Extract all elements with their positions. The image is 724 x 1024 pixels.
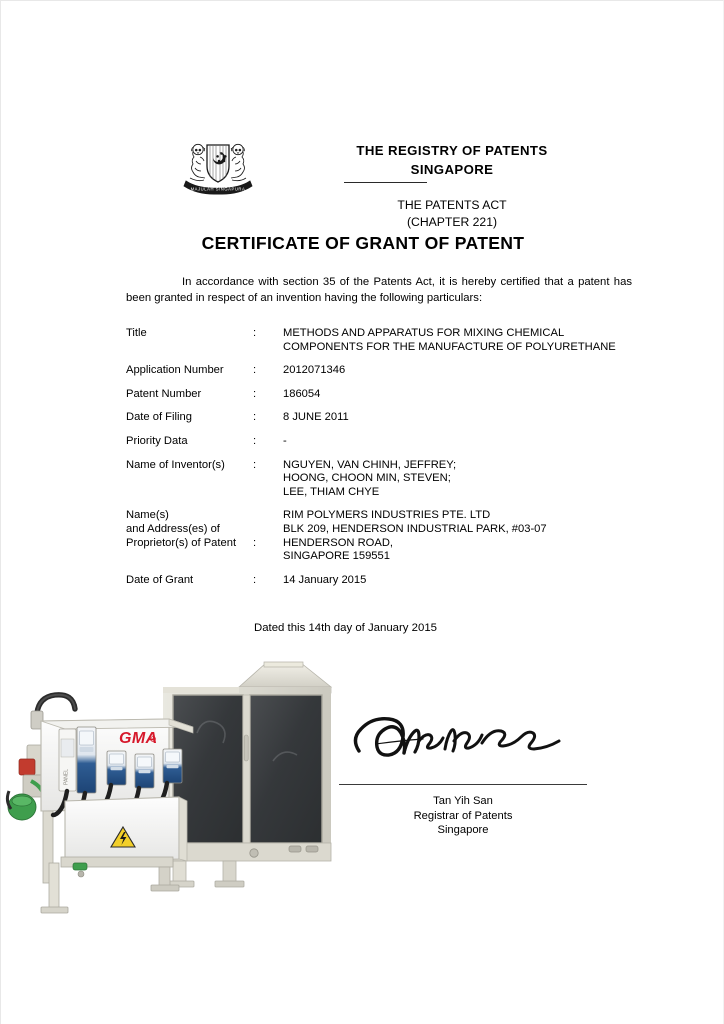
particulars-row-colon: : (253, 536, 257, 549)
registry-title-line1: THE REGISTRY OF PATENTS (356, 143, 548, 158)
intro-text: In accordance with section 35 of the Patents Act, it is hereby certified that a patent has been granted in respect of an invention having the following particulars: (126, 276, 632, 304)
particulars-row-value: RIM POLYMERS INDUSTRIES PTE. LTD BLK 209, HENDERSON INDUSTRIAL PARK, #03-07 HENDERSON ROAD, SINGAPORE 159551 (283, 509, 547, 563)
signature-area (339, 707, 589, 777)
svg-text:PANEL: PANEL (63, 768, 70, 786)
particulars-row-value: 14 January 2015 (283, 573, 367, 586)
particulars-row (126, 435, 646, 449)
particulars-row (126, 411, 646, 425)
particulars-row-value: 2012071346 (283, 364, 346, 377)
header-divider (344, 182, 427, 183)
particulars-row-value: 8 JUNE 2011 (283, 411, 349, 424)
particulars-row-label: Name(s) and Address(es) of Proprietor(s) of Patent (126, 509, 237, 549)
dated-statement: Dated this 14th day of January 2015 (254, 622, 438, 634)
particulars-row-label: Title (126, 327, 147, 339)
registrar-country: Singapore (437, 824, 489, 837)
particulars-row-value: NGUYEN, VAN CHINH, JEFFREY; HOONG, CHOON MIN, STEVEN; LEE, THIAM CHYE (283, 458, 457, 498)
machine-photo (1, 641, 337, 926)
particulars-row-value: METHODS AND APPARATUS FOR MIXING CHEMICAL COMPONENTS FOR THE MANUFACTURE OF POLYURETHANE (283, 327, 616, 353)
particulars-row-colon: : (253, 327, 257, 339)
particulars-row (126, 327, 646, 354)
particulars-row-value: - (283, 435, 287, 447)
patents-act-line1: THE PATENTS ACT (397, 198, 507, 212)
registry-title-line2: SINGAPORE (410, 162, 494, 177)
enclosure-unit (163, 662, 331, 887)
crest-motto-text: MAJULAH SINGAPURA (190, 186, 246, 192)
patents-act-line2: (CHAPTER 221) (406, 214, 498, 229)
particulars-row-colon: : (253, 458, 257, 471)
particulars-row-colon: : (253, 435, 257, 447)
particulars-row-label: Date of Filing (126, 411, 192, 424)
particulars-row-label: Date of Grant (126, 573, 194, 586)
particulars-row-label: Patent Number (126, 387, 202, 400)
particulars-row (126, 574, 646, 588)
registrar-position: Registrar of Patents (413, 809, 513, 822)
signature-rule (339, 784, 587, 785)
particulars-row-label: Name of Inventor(s) (126, 458, 225, 471)
particulars-row (126, 364, 646, 378)
particulars-row-colon: : (253, 387, 257, 400)
gma-brand-label: GMA (119, 730, 158, 747)
registrar-name: Tan Yih San (433, 795, 493, 807)
intro-paragraph (126, 275, 632, 306)
particulars-row-label: Priority Data (126, 435, 188, 447)
particulars-row-value: 186054 (283, 387, 321, 400)
particulars-row (126, 388, 646, 402)
particulars-row-colon: : (253, 411, 257, 424)
handwritten-signature-icon (345, 707, 575, 777)
particulars-row-label: Application Number (126, 364, 224, 377)
particulars-row-colon: : (253, 364, 257, 377)
particulars-row-colon: : (253, 573, 257, 586)
registry-title (257, 141, 647, 179)
singapore-coat-of-arms-icon (176, 133, 260, 195)
particulars-row (126, 459, 646, 500)
particulars-row (126, 509, 646, 563)
registrar-block (339, 794, 587, 838)
page-title: CERTIFICATE OF GRANT OF PATENT (201, 233, 525, 253)
patents-act-block (257, 197, 647, 230)
